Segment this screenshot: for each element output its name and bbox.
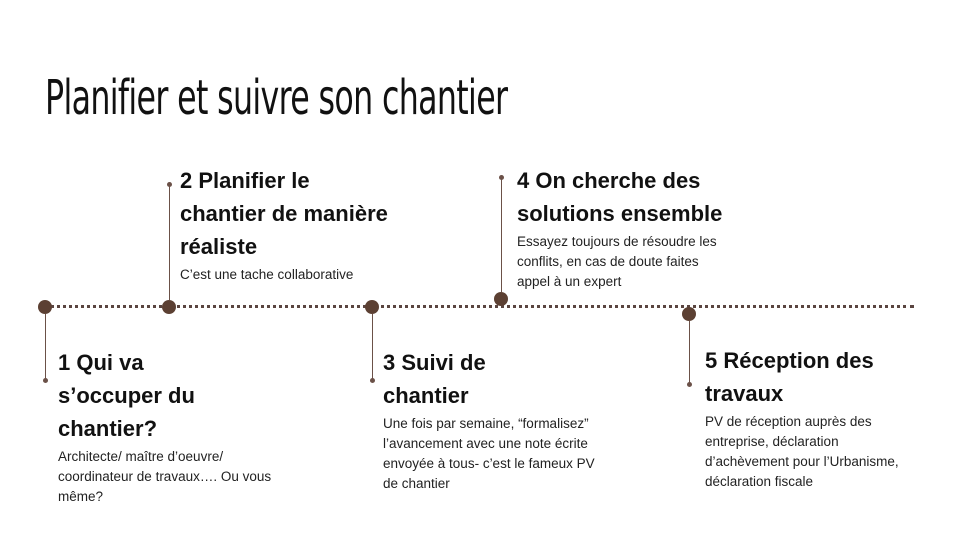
timeline-stem-end-5: [687, 382, 692, 387]
milestone-4-heading: 4 On cherche des solutions ensemble: [517, 168, 723, 226]
milestone-1: [58, 346, 288, 507]
timeline-dot-4: [494, 292, 508, 306]
timeline-dot-1: [38, 300, 52, 314]
milestone-5: [705, 344, 930, 492]
milestone-2: [180, 164, 395, 285]
timeline-dot-5: [682, 307, 696, 321]
timeline-stem-5: [689, 321, 690, 384]
timeline-stem-end-4: [499, 175, 504, 180]
milestone-5-text: PV de réception auprès des entreprise, déclaration d’achèvement pour l’Urbanisme, déclaration fiscale: [705, 414, 899, 489]
milestone-2-text: C’est une tache collaborative: [180, 267, 354, 282]
timeline-stem-3: [372, 314, 373, 380]
timeline-stem-4: [501, 177, 502, 292]
milestone-1-heading: 1 Qui va s’occuper du chantier?: [58, 350, 195, 441]
timeline-stem-end-1: [43, 378, 48, 383]
milestone-4-text: Essayez toujours de résoudre les conflits, en cas de doute faites appel à un expert: [517, 234, 717, 289]
milestone-1-text: Architecte/ maître d’oeuvre/ coordinateur de travaux…. Ou vous même?: [58, 449, 272, 504]
slide-title: Planifier et suivre son chantier: [45, 70, 508, 126]
timeline-stem-1: [45, 314, 46, 380]
milestone-4: [517, 164, 739, 292]
milestone-3-text: Une fois par semaine, “formalisez” l’avancement avec une note écrite envoyée à tous- c’est le fameux PV de chantier: [383, 416, 595, 491]
timeline-dot-3: [365, 300, 379, 314]
timeline-stem-2: [169, 184, 170, 300]
timeline-stem-end-2: [167, 182, 172, 187]
timeline-stem-end-3: [370, 378, 375, 383]
milestone-2-heading: 2 Planifier le chantier de manière réaliste: [180, 168, 388, 259]
timeline-dot-2: [162, 300, 176, 314]
milestone-3: [383, 346, 608, 494]
milestone-5-heading: 5 Réception des travaux: [705, 348, 874, 406]
milestone-3-heading: 3 Suivi de chantier: [383, 350, 486, 408]
